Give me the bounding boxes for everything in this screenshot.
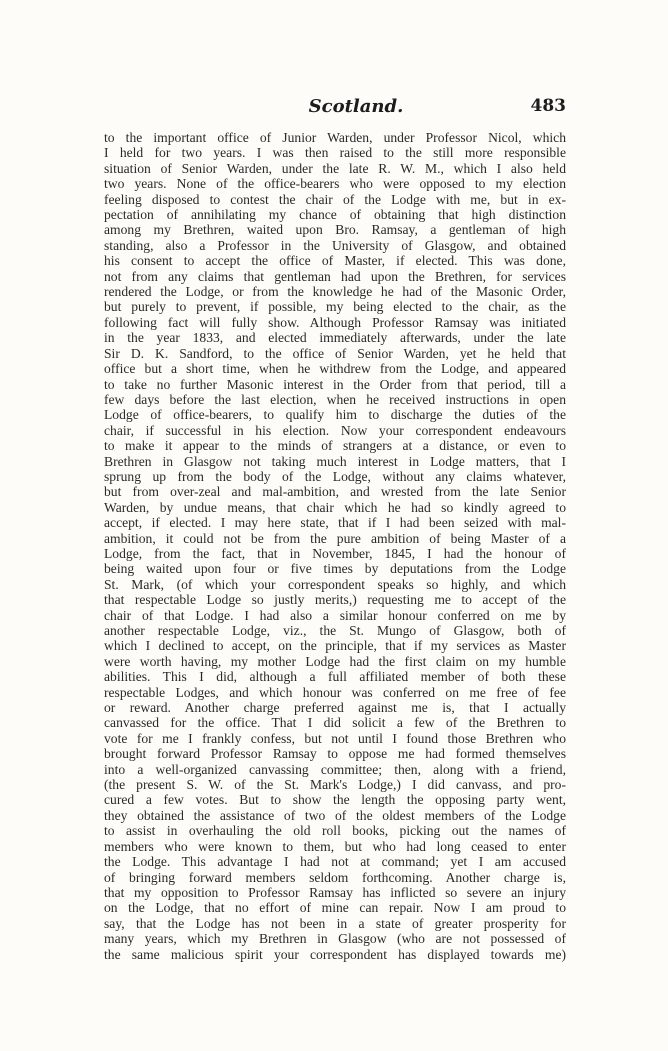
- text-line: Warden, by undue means, that chair which he had so kindly agreed to: [104, 499, 566, 515]
- text-line: Lodge, from the fact, that in November, 1845, I had the honour of: [104, 545, 566, 561]
- text-line: not from any claims that gentleman had upon the Brethren, for services: [104, 268, 566, 284]
- text-line: canvassed for the office. That I did solicit a few of the Brethren to: [104, 715, 566, 731]
- text-line: but purely to prevent, if possible, my being elected to the chair, as the: [104, 299, 566, 315]
- text-line: of bringing forward members seldom forthcoming. Another charge is,: [104, 869, 566, 885]
- text-line: chair of that Lodge. I had also a similar honour conferred on me by: [104, 607, 566, 623]
- text-line: to take no further Masonic interest in the Order from that period, till a: [104, 376, 566, 392]
- text-line: Sir D. K. Sandford, to the office of Senior Warden, yet he held that: [104, 345, 566, 361]
- text-line: the same malicious spirit your correspondent has displayed towards me): [104, 946, 566, 962]
- text-line: were worth having, my mother Lodge had the first claim on my humble: [104, 653, 566, 669]
- text-line: in the year 1833, and elected immediately afterwards, under the late: [104, 330, 566, 346]
- text-line: his consent to accept the office of Master, if elected. This was done,: [104, 253, 566, 269]
- text-line: feeling disposed to contest the chair of the Lodge with me, but in ex-: [104, 191, 566, 207]
- text-line: St. Mark, (of which your correspondent speaks so highly, and which: [104, 576, 566, 592]
- text-line: another respectable Lodge, viz., the St. Mungo of Glasgow, both of: [104, 623, 566, 638]
- text-line: into a well-organized canvassing committee; then, along with a friend,: [104, 761, 566, 777]
- text-line: abilities. This I did, although a full affiliated member of both these: [104, 669, 566, 685]
- text-line: brought forward Professor Ramsay to oppose me had formed themselves: [104, 746, 566, 762]
- text-line: to assist in overhauling the old roll books, picking out the names of: [104, 823, 566, 839]
- text-line: two years. None of the office-bearers who were opposed to my election: [104, 176, 566, 192]
- text-line: on the Lodge, that no effort of mine can repair. Now I am proud to: [104, 900, 566, 916]
- text-line: but from over-zeal and mal-ambition, and wrested from the late Senior: [104, 484, 566, 500]
- text-line: standing, also a Professor in the University of Glasgow, and obtained: [104, 237, 566, 253]
- text-line: cured a few votes. But to show the length the opposing party went,: [104, 792, 566, 808]
- text-line: accept, if elected. I may here state, that if I had been seized with mal-: [104, 515, 566, 531]
- text-line: situation of Senior Warden, under the late R. W. M., which I also held: [104, 160, 566, 176]
- text-line: the Lodge. This advantage I had not at command; yet I am accused: [104, 854, 566, 870]
- text-line: or reward. Another charge preferred against me is, that I actually: [104, 700, 566, 716]
- text-line: few days before the last election, when he received instructions in open: [104, 391, 566, 407]
- text-line: Brethren in Glasgow not taking much interest in Lodge matters, that I: [104, 453, 566, 469]
- text-line: ambition, it could not be from the pure ambition of being Master of a: [104, 530, 566, 546]
- text-line: chair, if successful in his election. Now your correspondent endeavours: [104, 422, 566, 438]
- text-line: Lodge of office-bearers, to qualify him to discharge the duties of the: [104, 407, 566, 423]
- text-line: to the important office of Junior Warden, under Professor Nicol, which: [104, 130, 566, 145]
- text-line: rendered the Lodge, or from the knowledge he had of the Masonic Order,: [104, 284, 566, 300]
- running-head-title: Scotland.: [308, 96, 404, 117]
- text-line: to make it appear to the minds of strangers at a distance, or even to: [104, 438, 566, 454]
- text-line: among my Brethren, waited upon Bro. Ramsay, a gentleman of high: [104, 222, 566, 238]
- text-line: being waited upon four or five times by deputations from the Lodge: [104, 561, 566, 577]
- text-line: sprung up from the body of the Lodge, without any claims whatever,: [104, 468, 566, 484]
- text-line: they obtained the assistance of two of the oldest members of the Lodge: [104, 807, 566, 823]
- text-line: say, that the Lodge has not been in a state of greater prosperity for: [104, 915, 566, 931]
- text-line: pectation of annihilating my chance of obtaining that high distinction: [104, 207, 566, 223]
- body-text: [104, 130, 566, 962]
- text-line: which I declined to accept, on the principle, that if my services as Master: [104, 638, 566, 654]
- text-line: that my opposition to Professor Ramsay has inflicted so severe an injury: [104, 884, 566, 900]
- text-line: vote for me I frankly confess, but not until I found those Brethren who: [104, 730, 566, 746]
- page-number: 483: [530, 96, 566, 116]
- running-head: [104, 96, 566, 120]
- text-line: that respectable Lodge so justly merits,) requesting me to accept of the: [104, 592, 566, 608]
- text-line: respectable Lodges, and which honour was conferred on me free of fee: [104, 684, 566, 700]
- text-line: office but a short time, when he withdrew from the Lodge, and appeared: [104, 361, 566, 377]
- text-line: (the present S. W. of the St. Mark's Lodge,) I did canvass, and pro-: [104, 777, 566, 793]
- text-line: members who were known to them, but who had long ceased to enter: [104, 838, 566, 854]
- text-line: many years, which my Brethren in Glasgow (who are not possessed of: [104, 931, 566, 947]
- text-line: following fact will fully show. Although Professor Ramsay was initiated: [104, 314, 566, 330]
- text-line: I held for two years. I was then raised to the still more responsible: [104, 145, 566, 161]
